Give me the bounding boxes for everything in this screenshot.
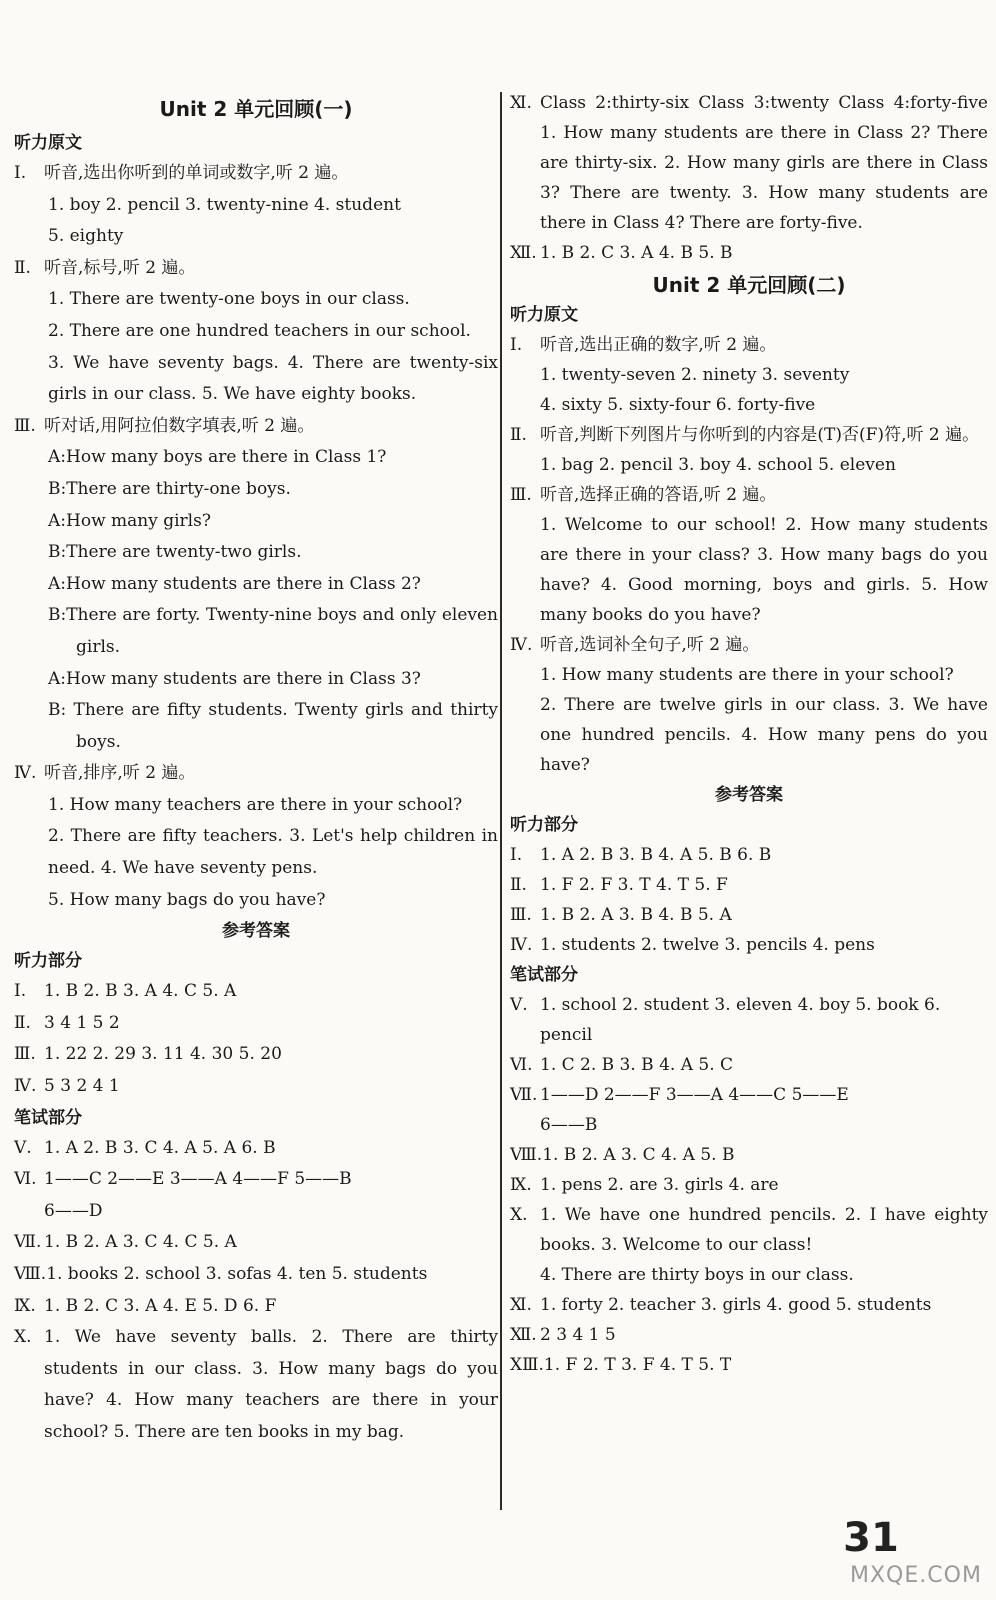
script-line: 1. bag 2. pencil 3. boy 4. school 5. eleven — [540, 455, 896, 475]
answer-row — [510, 238, 988, 268]
answer-row — [510, 1050, 988, 1080]
answer-text: 1. B 2. A 3. B 4. B 5. A — [540, 905, 732, 925]
answer-row — [510, 1320, 988, 1350]
item-number: Ⅱ. — [14, 1012, 31, 1033]
answer-row — [14, 1259, 498, 1291]
answer-text: 1. B 2. C 3. A 4. E 5. D 6. F — [44, 1295, 277, 1316]
answer-text: 1. We have one hundred pencils. 2. I have eighty books. 3. Welcome to our class! — [540, 1205, 988, 1255]
answer-row — [14, 1008, 498, 1040]
answer-text: 1. school 2. student 3. eleven 4. boy 5. book 6. pencil — [540, 995, 941, 1045]
dialogue-line: A:How many girls? — [48, 510, 211, 531]
item-number: Ⅱ. — [14, 257, 31, 278]
answer-row — [510, 870, 988, 900]
answer-row — [510, 1200, 988, 1260]
item-number: ⅩⅢ. — [510, 1355, 544, 1375]
item-instruction: 听音,标号,听 2 遍。 — [44, 257, 196, 278]
item-number: Ⅵ. — [510, 1055, 533, 1075]
section-title: Unit 2 单元回顾(二) — [652, 273, 846, 297]
answer-text: 3 4 1 5 2 — [44, 1012, 120, 1033]
item-number: Ⅳ. — [14, 763, 37, 784]
item-number: Ⅹ. — [14, 1327, 32, 1348]
answer-row — [510, 1260, 988, 1290]
question-item — [14, 758, 498, 790]
answer-row — [14, 1322, 498, 1448]
item-number: Ⅲ. — [510, 905, 532, 925]
right-column — [510, 88, 988, 1380]
answer-text: 1. A 2. B 3. B 4. A 5. B 6. B — [540, 845, 772, 865]
answer-text: 1. F 2. F 3. T 4. T 5. F — [540, 875, 728, 895]
script-line: 1. How many students are there in your school? — [540, 665, 954, 685]
script-line: 1. How many teachers are there in your school? — [48, 794, 463, 815]
script-line: 5. How many bags do you have? — [48, 889, 326, 910]
answer-text: 1. books 2. school 3. sofas 4. ten 5. students — [46, 1264, 428, 1284]
item-number: Ⅺ. — [510, 1295, 532, 1315]
script-line: 2. There are one hundred teachers in our school. — [48, 320, 471, 341]
script-line: 4. sixty 5. sixty-four 6. forty-five — [540, 395, 816, 415]
dialogue-line: A:How many students are there in Class 2? — [48, 573, 421, 594]
answers-heading: 参考答案 — [222, 921, 290, 942]
answer-row — [510, 1140, 988, 1170]
answer-text: 1. forty 2. teacher 3. girls 4. good 5. students — [540, 1295, 932, 1315]
answer-row — [510, 1080, 988, 1110]
item-number: Ⅷ. — [510, 1145, 543, 1165]
dialogue-line: A:How many students are there in Class 3? — [48, 668, 421, 689]
item-number: Ⅴ. — [14, 1137, 32, 1158]
answer-row — [510, 840, 988, 870]
item-number: Ⅳ. — [510, 935, 533, 955]
answer-row — [510, 900, 988, 930]
item-number: Ⅻ. — [510, 243, 537, 263]
item-number: Ⅻ. — [510, 1325, 537, 1345]
item-number: Ⅲ. — [510, 485, 532, 505]
item-instruction: 听音,选出你听到的单词或数字,听 2 遍。 — [44, 163, 349, 183]
item-instruction: 听音,判断下列图片与你听到的内容是(T)否(F)符,听 2 遍。 — [540, 425, 980, 445]
answer-text: 6——D — [44, 1200, 103, 1221]
section-title: Unit 2 单元回顾(一) — [159, 97, 353, 121]
answer-row — [14, 1291, 498, 1323]
item-number: Ⅳ. — [14, 1076, 37, 1097]
item-number: Ⅶ. — [14, 1232, 42, 1253]
item-number: Ⅰ. — [510, 845, 523, 865]
answer-row — [14, 976, 498, 1008]
answer-row — [510, 88, 988, 238]
listening-script-heading: 听力原文 — [510, 305, 578, 325]
item-number: Ⅲ. — [14, 415, 36, 436]
answer-text: 5 3 2 4 1 — [44, 1076, 120, 1097]
answer-row — [510, 1350, 988, 1380]
answer-text: 1. students 2. twelve 3. pencils 4. pens — [540, 935, 875, 955]
answer-text: 1. B 2. B 3. A 4. C 5. A — [44, 981, 237, 1002]
item-number: Ⅰ. — [14, 981, 27, 1002]
answer-row — [14, 1039, 498, 1071]
script-line: 1. boy 2. pencil 3. twenty-nine 4. student — [48, 194, 401, 215]
answer-row — [510, 1170, 988, 1200]
item-number: Ⅰ. — [14, 163, 27, 183]
item-instruction: 听音,选择正确的答语,听 2 遍。 — [540, 485, 777, 505]
answer-text: 1. pens 2. are 3. girls 4. are — [540, 1175, 779, 1195]
answer-text: 1. B 2. A 3. C 4. A 5. B — [542, 1145, 735, 1165]
answer-text: 1. B 2. A 3. C 4. C 5. A — [44, 1232, 237, 1253]
item-number: Ⅳ. — [510, 635, 533, 655]
question-item — [510, 630, 988, 660]
question-item — [14, 253, 498, 285]
item-number: Ⅷ. — [14, 1264, 47, 1284]
answer-text: 1. A 2. B 3. C 4. A 5. A 6. B — [44, 1137, 276, 1158]
answer-text: 1. C 2. B 3. B 4. A 5. C — [540, 1055, 734, 1075]
answer-row — [14, 1071, 498, 1103]
question-item — [510, 420, 988, 450]
page-number: 31 — [843, 1515, 899, 1561]
question-item — [14, 411, 498, 443]
answer-row — [510, 1110, 988, 1140]
item-number — [14, 1196, 44, 1228]
answer-text: 1. 22 2. 29 3. 11 4. 30 5. 20 — [44, 1044, 282, 1065]
script-line: 1. Welcome to our school! 2. How many students are there in your class? 3. How many bags do you have? 4. Good morning, boys and girls. 5. How many books do you have? — [540, 515, 988, 625]
item-number: Ⅸ. — [14, 1295, 36, 1316]
script-line: 2. There are fifty teachers. 3. Let's help children in need. 4. We have seventy pens. — [48, 826, 498, 879]
answer-row — [510, 930, 988, 960]
item-number — [510, 1260, 540, 1290]
dialogue-line: A:How many boys are there in Class 1? — [48, 447, 387, 468]
answer-text: 6——B — [540, 1115, 598, 1135]
item-number: Ⅶ. — [510, 1085, 538, 1105]
left-column — [14, 88, 498, 1449]
item-number: Ⅹ. — [510, 1205, 528, 1225]
answer-row — [14, 1133, 498, 1165]
answer-row — [14, 1164, 498, 1196]
listening-script-heading: 听力原文 — [14, 133, 82, 153]
dialogue-line: B:There are forty. Twenty-nine boys and only eleven girls. — [48, 605, 498, 657]
answer-text: 1. F 2. T 3. F 4. T 5. T — [543, 1355, 732, 1375]
question-item — [510, 330, 988, 360]
answer-text: 1——D 2——F 3——A 4——C 5——E — [540, 1085, 849, 1105]
answer-text: 1. B 2. C 3. A 4. B 5. B — [540, 243, 733, 263]
item-number: Ⅺ. — [510, 93, 532, 113]
script-line: 3. We have seventy bags. 4. There are twenty-six girls in our class. 5. We have eighty books. — [48, 352, 498, 405]
script-line: 1. twenty-seven 2. ninety 3. seventy — [540, 365, 850, 385]
answer-text: 1——C 2——E 3——A 4——F 5——B — [44, 1169, 352, 1190]
dialogue-line: B:There are twenty-two girls. — [48, 542, 302, 563]
script-line: 5. eighty — [48, 226, 124, 247]
answer-text: 4. There are thirty boys in our class. — [540, 1265, 854, 1285]
item-number: Ⅸ. — [510, 1175, 532, 1195]
answer-row — [510, 990, 988, 1050]
item-number: Ⅱ. — [510, 425, 527, 445]
item-number: Ⅵ. — [14, 1169, 37, 1190]
listening-part-heading: 听力部分 — [510, 815, 578, 835]
item-number: Ⅴ. — [510, 995, 528, 1015]
item-number — [510, 1110, 540, 1140]
question-item — [510, 480, 988, 510]
item-number: Ⅱ. — [510, 875, 527, 895]
script-line: 2. There are twelve girls in our class. 3. We have one hundred pencils. 4. How many pens do you have? — [540, 695, 988, 775]
item-instruction: 听对话,用阿拉伯数字填表,听 2 遍。 — [44, 415, 315, 436]
answer-row — [14, 1227, 498, 1259]
answer-row — [14, 1196, 498, 1228]
answer-text: 2 3 4 1 5 — [540, 1325, 616, 1345]
answer-text: Class 2:thirty-six Class 3:twenty Class 4:forty-five 1. How many students are there in Class 2? There are thirty-six. 2. How many girls are there in Class 3? There are twenty. 3. How many students are there in Class 4? There are forty-five. — [540, 93, 988, 233]
item-number: Ⅰ. — [510, 335, 523, 355]
column-divider — [500, 92, 502, 1510]
answer-row — [510, 1290, 988, 1320]
item-instruction: 听音,选词补全句子,听 2 遍。 — [540, 635, 760, 655]
item-instruction: 听音,选出正确的数字,听 2 遍。 — [540, 335, 777, 355]
listening-part-heading: 听力部分 — [14, 951, 82, 972]
dialogue-line: B: There are fifty students. Twenty girls and thirty boys. — [48, 700, 498, 752]
item-number: Ⅲ. — [14, 1044, 36, 1065]
answers-heading: 参考答案 — [715, 785, 783, 805]
item-instruction: 听音,排序,听 2 遍。 — [44, 763, 196, 784]
script-line: 1. There are twenty-one boys in our class. — [48, 289, 410, 310]
watermark: MXQE.COM — [850, 1563, 982, 1588]
written-part-heading: 笔试部分 — [14, 1107, 82, 1128]
question-item — [14, 158, 498, 190]
dialogue-line: B:There are thirty-one boys. — [48, 478, 291, 499]
written-part-heading: 笔试部分 — [510, 965, 578, 985]
answer-text: 1. We have seventy balls. 2. There are thirty students in our class. 3. How many bags do you have? 4. How many teachers are there in your school? 5. There are ten books in my bag. — [44, 1327, 498, 1442]
